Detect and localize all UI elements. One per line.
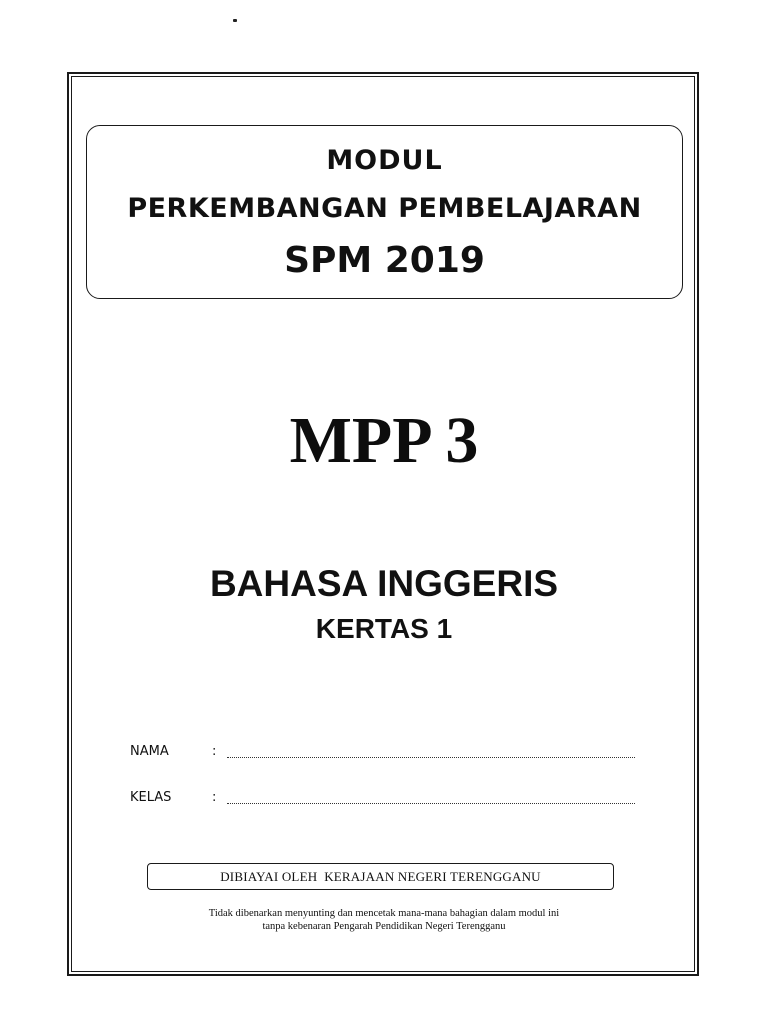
scan-speck	[233, 19, 237, 22]
header-line-module: MODUL	[326, 145, 443, 176]
name-colon: :	[212, 744, 217, 759]
notice-line-1: Tidak dibenarkan menyunting dan mencetak mana-mana bahagian dalam modul ini	[208, 908, 560, 919]
class-colon: :	[212, 790, 217, 805]
funding-text: DIBIAYAI OLEH KERAJAAN NEGERI TERENGGANU	[220, 868, 541, 884]
class-label: KELAS	[130, 790, 172, 805]
funding-banner	[147, 863, 614, 890]
header-line-exam-year: SPM 2019	[284, 240, 485, 281]
notice-line-2: tanpa kebenaran Pengarah Pendidikan Negeri Terengganu	[262, 921, 506, 932]
subject-title: BAHASA INGGERIS	[209, 563, 559, 604]
copyright-notice	[140, 907, 628, 933]
class-field[interactable]	[227, 803, 635, 804]
name-field[interactable]	[227, 757, 635, 758]
module-code: MPP 3	[289, 404, 479, 477]
name-label: NAMA	[130, 744, 169, 759]
header-line-program: PERKEMBANGAN PEMBELAJARAN	[127, 193, 642, 224]
paper-title: KERTAS 1	[315, 613, 453, 644]
